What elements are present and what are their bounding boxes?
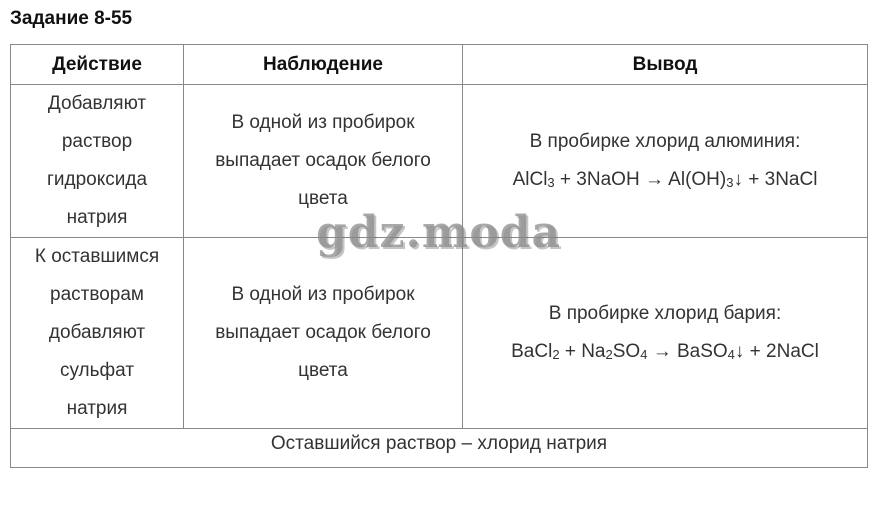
table-row (11, 238, 868, 429)
observation-cell (184, 238, 463, 429)
table-footer-row (11, 429, 868, 468)
action-line: натрия (66, 207, 128, 228)
action-line: гидроксида (46, 169, 148, 190)
reaction-equation: AlCl$_3$ + 3NaOH → $Al(OH)_3↓$ + 3NaCl (512, 169, 818, 190)
action-cell (11, 238, 184, 429)
watermark-logo: gdz.moda (316, 207, 562, 258)
observation-line: В одной из пробирок (231, 112, 415, 133)
observation-cell (184, 85, 463, 238)
observation-line: выпадает осадок белого (215, 150, 431, 171)
observation-line: цвета (298, 360, 348, 381)
observation-line: В одной из пробирок (231, 284, 415, 305)
conclusion-cell (463, 85, 868, 238)
action-line: сульфат (59, 360, 135, 381)
observation-line: выпадает осадок белого (215, 322, 431, 343)
conclusion-cell (463, 238, 868, 429)
action-line: добавляют (48, 322, 146, 343)
action-line: растворам (50, 284, 144, 305)
conclusion-text: В пробирке хлорид алюминия: (529, 131, 801, 152)
action-cell (11, 85, 184, 238)
action-line: раствор (61, 131, 133, 152)
header-conclusion: Вывод (463, 45, 868, 85)
final-conclusion: Оставшийся раствор – хлорид натрия (11, 429, 868, 468)
header-observation: Наблюдение (184, 45, 463, 85)
observation-line: цвета (298, 188, 348, 209)
table-row (11, 85, 868, 238)
action-line: К оставшимся (34, 246, 160, 267)
task-title: Задание 8-55 (10, 8, 133, 29)
experiment-table (10, 44, 868, 468)
conclusion-text: В пробирке хлорид бария: (548, 303, 782, 324)
table-header-row (11, 45, 868, 85)
header-action: Действие (11, 45, 184, 85)
action-line: Добавляют (47, 93, 147, 114)
action-line: натрия (66, 398, 128, 419)
reaction-equation: BaCl$_2$ + $Na_2SO_4$ → BaSO$_4$↓ + 2NaCl (511, 341, 819, 362)
